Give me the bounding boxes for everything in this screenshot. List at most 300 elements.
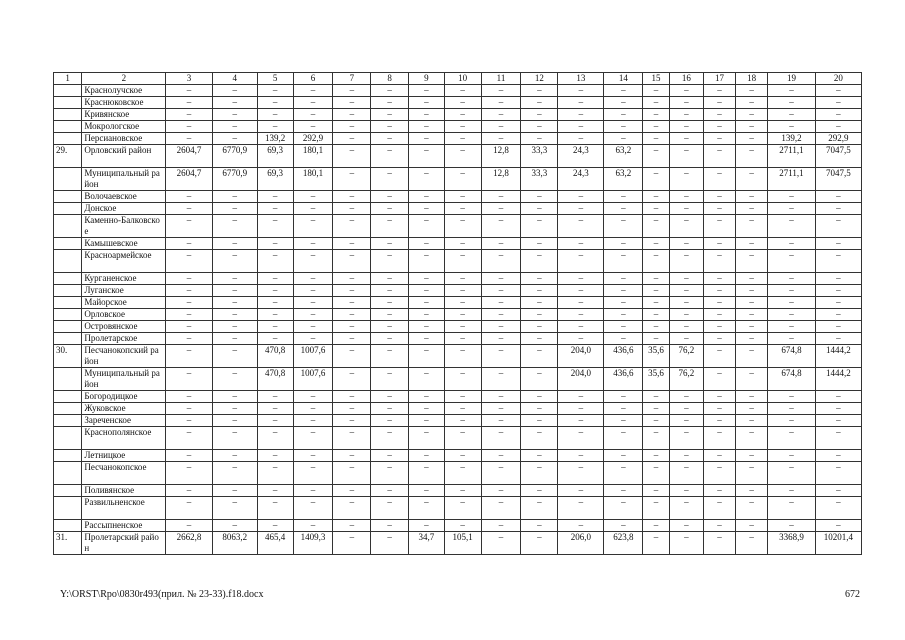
table-cell: –: [735, 462, 768, 485]
table-cell: –: [293, 497, 333, 520]
table-cell: –: [735, 345, 768, 368]
table-cell: –: [815, 309, 861, 321]
table-cell: –: [558, 215, 604, 238]
table-cell: –: [481, 121, 521, 133]
table-cell: –: [643, 273, 669, 285]
row-number: [54, 97, 82, 109]
table-cell: –: [444, 285, 481, 297]
table-cell: –: [669, 238, 704, 250]
table-cell: –: [643, 485, 669, 497]
row-number: [54, 121, 82, 133]
table-row: [54, 168, 862, 191]
table-cell: –: [257, 462, 293, 485]
row-number: [54, 250, 82, 273]
table-cell: –: [293, 121, 333, 133]
table-cell: –: [604, 309, 643, 321]
table-cell: –: [815, 450, 861, 462]
table-cell: –: [704, 238, 736, 250]
table-cell: –: [521, 109, 558, 121]
table-cell: –: [212, 121, 257, 133]
table-cell: –: [815, 415, 861, 427]
table-cell: –: [409, 121, 445, 133]
table-cell: –: [333, 85, 371, 97]
table-cell: –: [409, 133, 445, 145]
table-cell: –: [481, 415, 521, 427]
table-cell: –: [444, 450, 481, 462]
table-cell: –: [604, 273, 643, 285]
table-cell: –: [768, 403, 815, 415]
row-number: [54, 497, 82, 520]
table-cell: –: [558, 97, 604, 109]
table-cell: –: [293, 109, 333, 121]
table-cell: –: [293, 285, 333, 297]
table-cell: –: [768, 215, 815, 238]
table-cell: –: [669, 85, 704, 97]
table-row: [54, 415, 862, 427]
table-cell: –: [521, 250, 558, 273]
table-cell: –: [257, 215, 293, 238]
table-cell: –: [735, 297, 768, 309]
table-cell: 12,8: [481, 168, 521, 191]
table-cell: –: [371, 109, 409, 121]
table-cell: –: [521, 368, 558, 391]
table-cell: –: [257, 297, 293, 309]
table-cell: –: [481, 215, 521, 238]
table-cell: –: [768, 203, 815, 215]
table-cell: –: [257, 333, 293, 345]
table-cell: –: [815, 520, 861, 532]
table-cell: –: [604, 415, 643, 427]
row-number: [54, 368, 82, 391]
table-cell: –: [768, 273, 815, 285]
table-cell: 470,8: [257, 345, 293, 368]
municipality-name: Рассыпненское: [82, 520, 166, 532]
row-number: [54, 333, 82, 345]
table-cell: –: [481, 285, 521, 297]
table-cell: –: [558, 321, 604, 333]
table-cell: –: [212, 333, 257, 345]
row-number: [54, 403, 82, 415]
table-cell: –: [481, 485, 521, 497]
table-cell: –: [257, 415, 293, 427]
table-cell: –: [333, 427, 371, 450]
table-row: [54, 297, 862, 309]
table-row: [54, 333, 862, 345]
table-cell: –: [257, 203, 293, 215]
table-cell: –: [704, 391, 736, 403]
table-cell: –: [521, 285, 558, 297]
column-header: 11: [481, 73, 521, 85]
table-cell: –: [166, 520, 212, 532]
table-cell: –: [558, 520, 604, 532]
table-cell: –: [604, 497, 643, 520]
table-cell: –: [704, 121, 736, 133]
table-cell: –: [293, 203, 333, 215]
table-row: [54, 520, 862, 532]
table-cell: –: [735, 168, 768, 191]
table-cell: –: [371, 273, 409, 285]
column-header: 7: [333, 73, 371, 85]
table-cell: –: [333, 450, 371, 462]
table-cell: –: [166, 297, 212, 309]
table-cell: –: [212, 285, 257, 297]
table-cell: –: [212, 391, 257, 403]
table-row: [54, 133, 862, 145]
table-cell: –: [409, 368, 445, 391]
table-cell: –: [444, 145, 481, 168]
table-cell: –: [643, 168, 669, 191]
table-cell: –: [521, 321, 558, 333]
table-cell: –: [669, 520, 704, 532]
table-cell: –: [768, 109, 815, 121]
table-cell: –: [166, 403, 212, 415]
row-number: [54, 450, 82, 462]
table-cell: –: [669, 403, 704, 415]
table-cell: –: [815, 109, 861, 121]
table-cell: –: [257, 191, 293, 203]
table-cell: –: [669, 309, 704, 321]
table-cell: –: [768, 297, 815, 309]
table-cell: –: [444, 520, 481, 532]
table-cell: –: [643, 97, 669, 109]
table-cell: –: [481, 368, 521, 391]
table-cell: –: [166, 250, 212, 273]
table-cell: –: [166, 203, 212, 215]
table-cell: –: [558, 273, 604, 285]
table-row: [54, 203, 862, 215]
table-cell: –: [212, 297, 257, 309]
table-cell: –: [444, 238, 481, 250]
table-cell: –: [444, 191, 481, 203]
row-number: 29.: [54, 145, 82, 168]
table-cell: –: [371, 368, 409, 391]
table-cell: –: [558, 309, 604, 321]
municipality-name: Муниципальный район: [82, 168, 166, 191]
table-cell: –: [669, 297, 704, 309]
table-cell: –: [371, 532, 409, 555]
table-cell: –: [212, 427, 257, 450]
row-number: [54, 273, 82, 285]
table-cell: –: [768, 462, 815, 485]
table-cell: –: [704, 203, 736, 215]
table-cell: 292,9: [815, 133, 861, 145]
table-cell: –: [409, 485, 445, 497]
table-cell: –: [166, 238, 212, 250]
table-cell: –: [371, 191, 409, 203]
table-cell: –: [481, 462, 521, 485]
row-number: [54, 109, 82, 121]
table-cell: –: [409, 109, 445, 121]
table-cell: –: [371, 285, 409, 297]
table-cell: –: [371, 391, 409, 403]
table-cell: –: [768, 321, 815, 333]
table-cell: –: [768, 427, 815, 450]
table-cell: –: [604, 462, 643, 485]
table-cell: –: [558, 297, 604, 309]
row-number: [54, 520, 82, 532]
page-number: 672: [845, 589, 860, 600]
table-cell: –: [604, 133, 643, 145]
table-cell: –: [333, 273, 371, 285]
table-cell: –: [371, 403, 409, 415]
table-cell: –: [409, 427, 445, 450]
table-cell: –: [643, 133, 669, 145]
table-cell: –: [643, 309, 669, 321]
table-cell: –: [481, 133, 521, 145]
table-cell: –: [735, 273, 768, 285]
table-cell: 24,3: [558, 145, 604, 168]
table-cell: –: [669, 321, 704, 333]
table-cell: –: [704, 145, 736, 168]
row-number: [54, 285, 82, 297]
table-cell: 2711,1: [768, 168, 815, 191]
table-cell: –: [604, 215, 643, 238]
table-cell: –: [558, 109, 604, 121]
table-cell: –: [704, 109, 736, 121]
table-cell: –: [212, 485, 257, 497]
table-cell: –: [704, 168, 736, 191]
table-cell: –: [212, 250, 257, 273]
table-cell: –: [481, 333, 521, 345]
table-row: [54, 215, 862, 238]
table-cell: –: [704, 345, 736, 368]
table-cell: –: [409, 215, 445, 238]
table-cell: –: [257, 450, 293, 462]
table-cell: –: [212, 462, 257, 485]
table-cell: –: [212, 215, 257, 238]
table-cell: –: [521, 215, 558, 238]
table-cell: –: [815, 497, 861, 520]
table-cell: –: [166, 427, 212, 450]
table-row: [54, 238, 862, 250]
table-cell: –: [643, 520, 669, 532]
table-cell: –: [293, 450, 333, 462]
table-cell: 63,2: [604, 168, 643, 191]
table-cell: –: [333, 250, 371, 273]
table-cell: –: [333, 168, 371, 191]
table-cell: 33,3: [521, 168, 558, 191]
table-row: [54, 109, 862, 121]
table-cell: –: [815, 85, 861, 97]
table-cell: –: [815, 121, 861, 133]
table-cell: –: [333, 297, 371, 309]
table-row: [54, 427, 862, 450]
table-cell: –: [643, 415, 669, 427]
table-cell: –: [166, 368, 212, 391]
table-cell: –: [481, 250, 521, 273]
row-number: [54, 485, 82, 497]
table-cell: –: [521, 345, 558, 368]
table-cell: –: [735, 532, 768, 555]
table-cell: –: [409, 462, 445, 485]
table-cell: –: [604, 109, 643, 121]
table-cell: –: [333, 285, 371, 297]
row-number: [54, 133, 82, 145]
table-cell: 206,0: [558, 532, 604, 555]
table-cell: –: [371, 497, 409, 520]
table-cell: –: [643, 391, 669, 403]
table-cell: –: [815, 273, 861, 285]
table-cell: 76,2: [669, 368, 704, 391]
table-cell: –: [643, 450, 669, 462]
table-cell: 436,6: [604, 345, 643, 368]
table-row: [54, 497, 862, 520]
table-cell: –: [643, 532, 669, 555]
table-cell: –: [704, 85, 736, 97]
table-cell: –: [257, 109, 293, 121]
table-cell: –: [558, 85, 604, 97]
column-header: 3: [166, 73, 212, 85]
table-cell: –: [558, 391, 604, 403]
table-cell: –: [371, 97, 409, 109]
column-header: 10: [444, 73, 481, 85]
table-cell: 139,2: [257, 133, 293, 145]
table-cell: 105,1: [444, 532, 481, 555]
table-cell: –: [371, 427, 409, 450]
column-header: 8: [371, 73, 409, 85]
row-number: [54, 415, 82, 427]
table-cell: –: [768, 415, 815, 427]
table-cell: –: [481, 345, 521, 368]
table-cell: –: [371, 168, 409, 191]
table-cell: –: [257, 497, 293, 520]
municipality-name: Красноармейское: [82, 250, 166, 273]
table-cell: –: [521, 85, 558, 97]
table-cell: –: [521, 309, 558, 321]
table-cell: –: [643, 427, 669, 450]
table-cell: –: [257, 309, 293, 321]
table-cell: –: [669, 121, 704, 133]
table-cell: –: [521, 191, 558, 203]
table-cell: –: [333, 333, 371, 345]
municipality-name: Орловский район: [82, 145, 166, 168]
table-cell: –: [704, 532, 736, 555]
table-cell: –: [257, 250, 293, 273]
table-cell: –: [257, 427, 293, 450]
table-cell: –: [481, 403, 521, 415]
table-cell: –: [293, 462, 333, 485]
table-cell: –: [604, 297, 643, 309]
table-cell: –: [643, 121, 669, 133]
table-cell: –: [558, 191, 604, 203]
column-header: 6: [293, 73, 333, 85]
table-cell: –: [735, 415, 768, 427]
table-cell: –: [481, 520, 521, 532]
data-table: [53, 72, 862, 555]
table-cell: –: [409, 450, 445, 462]
table-cell: –: [371, 121, 409, 133]
table-cell: –: [166, 462, 212, 485]
table-cell: –: [735, 520, 768, 532]
table-cell: –: [735, 97, 768, 109]
table-cell: 1007,6: [293, 368, 333, 391]
table-row: [54, 345, 862, 368]
table-cell: –: [669, 333, 704, 345]
municipality-name: Островянское: [82, 321, 166, 333]
table-cell: –: [212, 191, 257, 203]
table-cell: –: [166, 309, 212, 321]
municipality-name: Песчанокопское: [82, 462, 166, 485]
table-cell: –: [293, 250, 333, 273]
table-cell: –: [558, 427, 604, 450]
row-number: [54, 321, 82, 333]
table-cell: –: [371, 333, 409, 345]
table-cell: –: [409, 297, 445, 309]
table-cell: –: [444, 109, 481, 121]
table-cell: –: [257, 121, 293, 133]
table-cell: –: [371, 309, 409, 321]
table-cell: –: [444, 485, 481, 497]
table-cell: –: [212, 497, 257, 520]
table-cell: –: [481, 532, 521, 555]
table-cell: –: [735, 333, 768, 345]
column-header: 13: [558, 73, 604, 85]
table-cell: –: [481, 191, 521, 203]
table-cell: 2604,7: [166, 168, 212, 191]
table-cell: –: [669, 145, 704, 168]
table-cell: –: [815, 427, 861, 450]
table-cell: –: [166, 391, 212, 403]
table-cell: –: [643, 215, 669, 238]
table-cell: –: [333, 497, 371, 520]
row-number: [54, 85, 82, 97]
table-cell: –: [669, 203, 704, 215]
table-cell: –: [521, 273, 558, 285]
table-cell: 204,0: [558, 368, 604, 391]
table-cell: –: [735, 368, 768, 391]
table-cell: –: [166, 121, 212, 133]
table-cell: –: [815, 462, 861, 485]
table-cell: –: [333, 403, 371, 415]
table-cell: –: [212, 321, 257, 333]
table-cell: –: [604, 427, 643, 450]
table-cell: –: [444, 97, 481, 109]
municipality-name: Волочаевское: [82, 191, 166, 203]
table-cell: –: [371, 145, 409, 168]
table-cell: –: [558, 203, 604, 215]
table-header-row: [54, 73, 862, 85]
column-header: 16: [669, 73, 704, 85]
table-cell: –: [293, 238, 333, 250]
table-cell: –: [704, 485, 736, 497]
row-number: [54, 462, 82, 485]
municipality-name: Богородицкое: [82, 391, 166, 403]
table-cell: –: [166, 333, 212, 345]
table-cell: –: [444, 333, 481, 345]
column-header: 14: [604, 73, 643, 85]
table-cell: –: [444, 203, 481, 215]
municipality-name: Майорское: [82, 297, 166, 309]
municipality-name: Поливянское: [82, 485, 166, 497]
table-cell: 34,7: [409, 532, 445, 555]
table-cell: –: [704, 273, 736, 285]
table-cell: –: [444, 345, 481, 368]
table-cell: –: [735, 109, 768, 121]
table-cell: –: [444, 368, 481, 391]
table-cell: –: [293, 191, 333, 203]
table-cell: –: [735, 391, 768, 403]
table-cell: –: [371, 462, 409, 485]
table-row: [54, 85, 862, 97]
table-cell: –: [409, 309, 445, 321]
table-cell: –: [558, 250, 604, 273]
table-cell: –: [444, 391, 481, 403]
table-cell: 1007,6: [293, 345, 333, 368]
municipality-name: Персиановское: [82, 133, 166, 145]
table-cell: –: [293, 85, 333, 97]
table-cell: –: [521, 238, 558, 250]
table-cell: –: [521, 532, 558, 555]
